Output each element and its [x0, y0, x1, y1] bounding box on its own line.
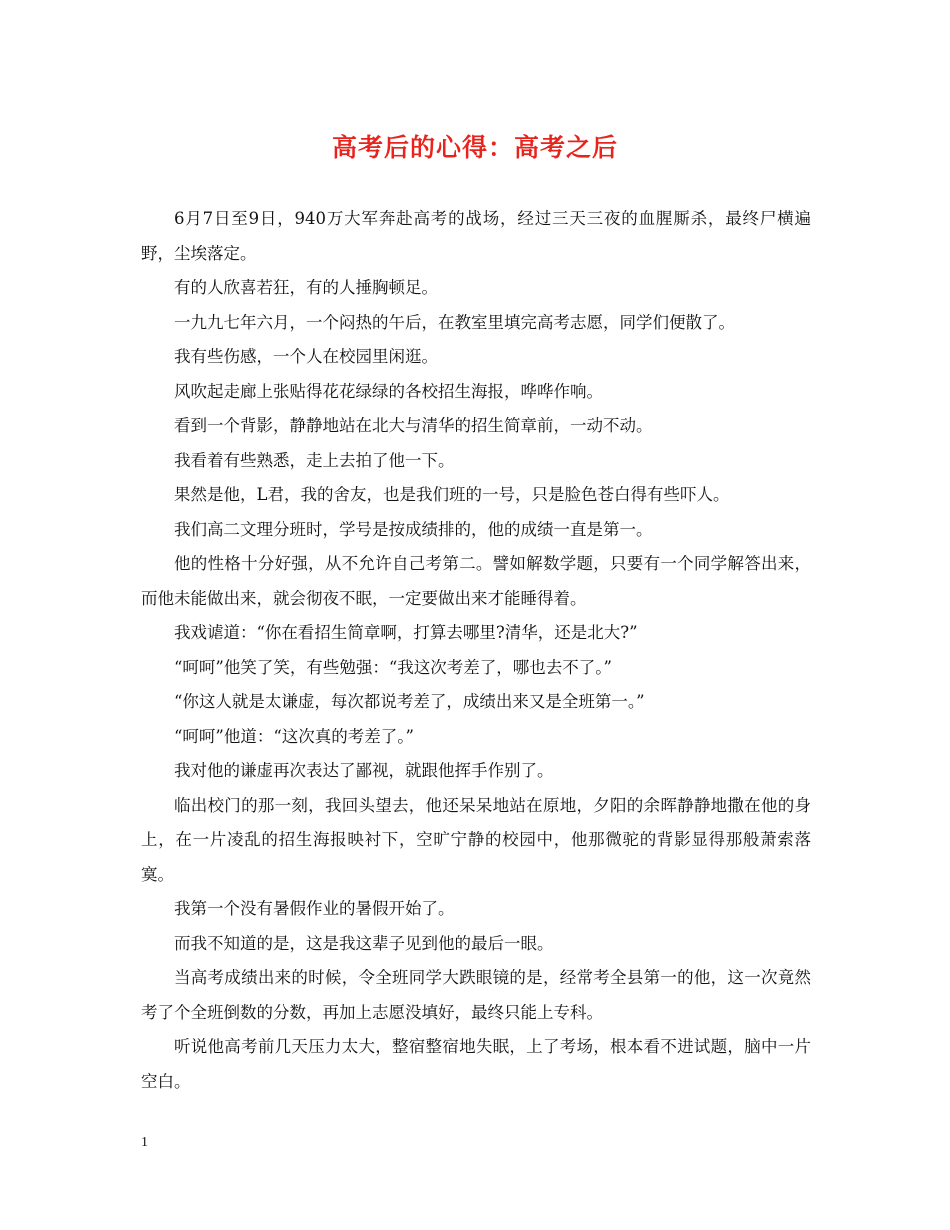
paragraph: 我有些伤感，一个人在校园里闲逛。 [174, 347, 438, 366]
paragraph: 风吹起走廊上张贴得花花绿绿的各校招生海报，哗哗作响。 [174, 381, 603, 401]
document-title: 高考后的心得：高考之后 [331, 133, 618, 162]
paragraph: 听说他高考前几天压力太大，整宿整宿地失眠，上了考场，根本看不进试题，脑中一片空白。 [141, 1037, 811, 1091]
document-body [141, 202, 811, 1099]
paragraph: 我对他的谦虚再次表达了鄙视，就跟他挥手作别了。 [174, 761, 554, 780]
paragraph: 有的人欣喜若狂，有的人捶胸顿足。 [174, 278, 438, 297]
paragraph: 而我不知道的是，这是我这辈子见到他的最后一眼。 [174, 933, 554, 953]
paragraph: 我第一个没有暑假作业的暑假开始了。 [174, 899, 455, 918]
paragraph: 6月7日至9日，940万大军奔赴高考的战场，经过三天三夜的血腥厮杀，最终尸横遍野，尘埃落定。 [141, 209, 811, 263]
paragraph: 我看着有些熟悉，走上去拍了他一下。 [174, 450, 455, 470]
paragraph: “呵呵”他笑了笑，有些勉强：“我这次考差了，哪也去不了。” [174, 657, 612, 677]
paragraph: 一九九七年六月，一个闷热的午后，在教室里填完高考志愿，同学们便散了。 [174, 312, 735, 332]
paragraph: “你这人就是太谦虚，每次都说考差了，成绩出来又是全班第一。” [174, 692, 645, 711]
paragraph: 我戏谑道：“你在看招生简章啊，打算去哪里?清华，还是北大?” [174, 623, 638, 642]
paragraph: “呵呵”他道：“这次真的考差了。” [174, 726, 414, 746]
paragraph: 临出校门的那一刻，我回头望去，他还呆呆地站在原地，夕阳的余晖静静地撒在他的身上，在一片凌乱的招生海报映衬下，空旷宁静的校园中，他那微驼的背影显得那般萧索落寞。 [141, 795, 811, 884]
paragraph: 看到一个背影，静静地站在北大与清华的招生简章前，一动不动。 [174, 416, 653, 435]
paragraph: 我们高二文理分班时，学号是按成绩排的，他的成绩一直是第一。 [174, 519, 653, 539]
paragraph: 果然是他，L君，我的舍友，也是我们班的一号，只是脸色苍白得有些吓人。 [174, 485, 730, 504]
paragraph: 当高考成绩出来的时候，令全班同学大跌眼镜的是，经常考全县第一的他，这一次竟然考了个全班倒数的分数，再加上志愿没填好，最终只能上专科。 [141, 968, 811, 1022]
paragraph: 他的性格十分好强，从不允许自己考第二。譬如解数学题，只要有一个同学解答出来，而他未能做出来，就会彻夜不眠，一定要做出来才能睡得着。 [141, 554, 811, 608]
page-number: 1 [141, 1135, 148, 1150]
